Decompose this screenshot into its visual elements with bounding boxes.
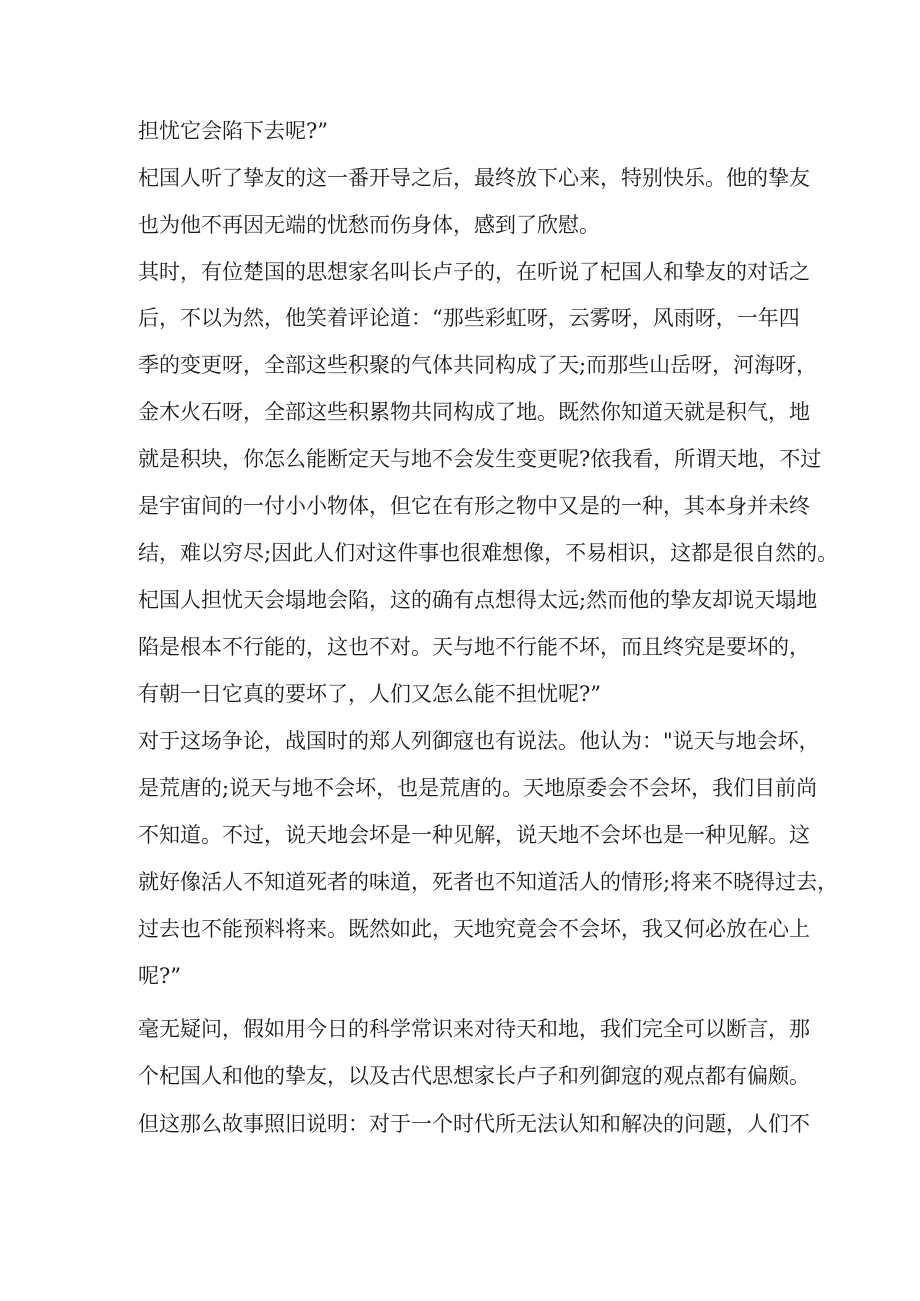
text-line: 杞国人担忧天会塌地会陷，这的确有点想得太远;然而他的挚友却说天塌地 <box>138 588 818 612</box>
text-line: 陷是根本不行能的，这也不对。天与地不行能不坏，而且终究是要坏的， <box>138 635 810 659</box>
text-line: 就是积块，你怎么能断定天与地不会发生变更呢?依我看，所谓天地，不过 <box>138 447 822 471</box>
text-line: 也为他不再因无端的忧愁而伤身体，感到了欣慰。 <box>138 213 600 237</box>
text-line: 是宇宙间的一付小小物体，但它在有形之物中又是的一种，其本身并未终 <box>138 494 810 518</box>
text-line: 季的变更呀，全部这些积聚的气体共同构成了天;而那些山岳呀，河海呀， <box>138 353 818 377</box>
text-line: 金木火石呀，全部这些积累物共同构成了地。既然你知道天就是积气，地 <box>138 400 810 424</box>
text-line: 结，难以穷尽;因此人们对这件事也很难想像，不易相识，这都是很自然的。 <box>138 541 839 565</box>
text-line: 呢?” <box>138 964 181 988</box>
text-line: 后，不以为然，他笑着评论道：“那些彩虹呀，云雾呀，风雨呀，一年四 <box>138 306 800 330</box>
text-line: 担忧它会陷下去呢?” <box>138 119 328 143</box>
text-line: 是荒唐的;说天与地不会坏，也是荒唐的。天地原委会不会坏，我们目前尚 <box>138 776 818 800</box>
text-line: 个杞国人和他的挚友，以及古代思想家长卢子和列御寇的观点都有偏颇。 <box>138 1064 810 1088</box>
text-line: 毫无疑问，假如用今日的科学常识来对待天和地，我们完全可以断言，那 <box>138 1017 810 1041</box>
text-line: 有朝一日它真的要坏了，人们又怎么能不担忧呢?” <box>138 682 601 706</box>
text-line: 杞国人听了挚友的这一番开导之后，最终放下心来，特别快乐。他的挚友 <box>138 166 810 190</box>
text-line: 就好像活人不知道死者的味道，死者也不知道活人的情形;将来不晓得过去， <box>138 870 839 894</box>
text-line: 过去也不能预料将来。既然如此，天地究竟会不会坏，我又何必放在心上 <box>138 917 810 941</box>
text-line: 不知道。不过，说天地会坏是一种见解，说天地不会坏也是一种见解。这 <box>138 823 810 847</box>
text-line: 但这那么故事照旧说明：对于一个时代所无法认知和解决的问题，人们不 <box>138 1112 810 1136</box>
text-line: 对于这场争论，战国时的郑人列御寇也有说法。他认为："说天与地会坏， <box>138 729 820 753</box>
text-line: 其时，有位楚国的思想家名叫长卢子的，在听说了杞国人和挚友的对话之 <box>138 260 810 284</box>
